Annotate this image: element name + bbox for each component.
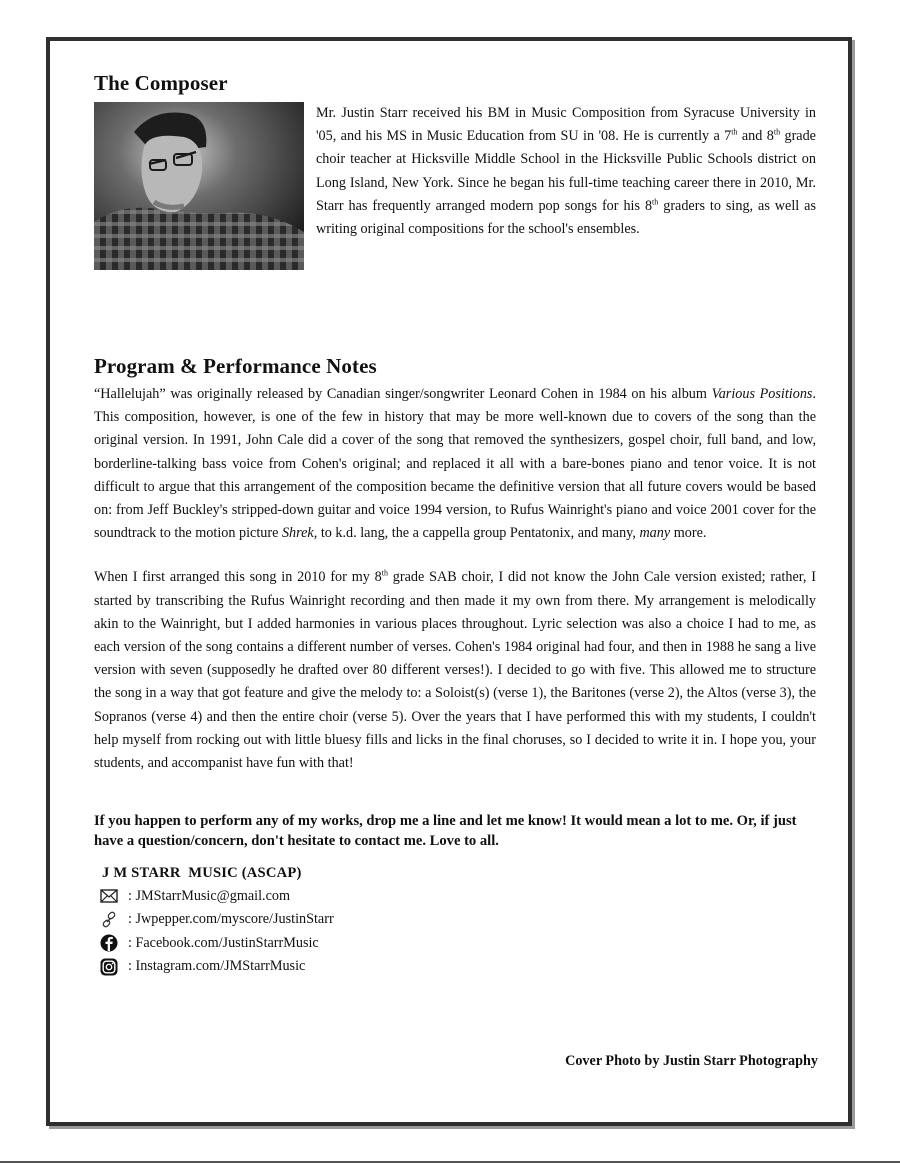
composer-photo (94, 102, 304, 270)
contact-email-text[interactable]: : JMStarrMusic@gmail.com (128, 887, 291, 904)
page-frame (46, 37, 852, 1126)
contact-title: J M STARR MUSIC (ASCAP) (102, 865, 302, 882)
contact-block (102, 865, 816, 978)
notes-heading: Program & Performance Notes (94, 354, 377, 378)
contact-website[interactable] (98, 908, 816, 932)
instagram-icon (98, 957, 120, 977)
envelope-icon (98, 886, 120, 906)
contact-email[interactable] (98, 884, 816, 908)
contact-instagram-text[interactable]: : Instagram.com/JMStarrMusic (128, 958, 306, 974)
composer-photo-illustration (94, 102, 304, 270)
closing-message: If you happen to perform any of my works, drop me a line and let me know! It would mean a lot to me. Or, if just have a question/concern, don't hesitate to contact me. Love to all. (94, 813, 797, 850)
composer-section (94, 102, 816, 274)
composer-heading: The Composer (94, 71, 228, 95)
facebook-icon (98, 933, 120, 953)
page-content (94, 71, 816, 978)
notes-paragraph-1: “Hallelujah” was originally released by Canadian singer/songwriter Leonard Cohen in 1984 on his album Various Positions. This composition, however, is one of the few in history that may be more well-known due to covers of the song than the original version. In 1991, John Cale did a cover of the song that removed the synthesizers, gospel choir, full band, and low, borderline-talking bass voice from Cohen's original; and replaced it all with a bare-bones piano and tenor voice. It is not difficult to argue that this arrangement of the composition became the definitive version that all future covers would be based on: from Jeff Buckley's stripped-down guitar and voice 1994 version, to Rufus Wainright's piano and voice 2001 cover for the soundtrack to the motion picture Shrek, to k.d. lang, the a cappella group Pentatonix, and many, many more. (94, 386, 816, 542)
composer-bio: Mr. Justin Starr received his BM in Music Composition from Syracuse University in '05, and his MS in Music Education from SU in '08. He is currently a 7th and 8th grade choir teacher at Hicksville Middle School in the Hicksville Public Schools district on Long Island, New York. Since he began his full-time teaching career there in 2010, Mr. Starr has frequently arranged modern pop songs for his 8th graders to sing, as well as writing original compositions for the school's ensembles. (316, 105, 816, 238)
contact-instagram[interactable] (98, 955, 816, 979)
contact-facebook[interactable] (98, 931, 816, 955)
photo-credit: Cover Photo by Justin Starr Photography (565, 1053, 818, 1069)
contact-facebook-text[interactable]: : Facebook.com/JustinStarrMusic (128, 934, 319, 951)
notes-paragraph-2: When I first arranged this song in 2010 for my 8th grade SAB choir, I did not know the John Cale version existed; rather, I started by transcribing the Rufus Wainright recording and then made it my own from there. My arrangement is melodically akin to the Wainright, but I added harmonies in various places throughout. Lyric selection was also a choice I had to me, as each version of the song contains a different number of verses. Cohen's 1984 original had four, and then in 1988 he sang a live version with seven (supposedly he drafted over 80 different verses!). I decided to go with five. This allowed me to structure the song in a way that got feature and give the melody to: a Soloist(s) (verse 1), the Baritones (verse 2), the Altos (verse 3), the Sopranos (verse 4) and then the entire choir (verse 5). Over the years that I have performed this with my students, I couldn't help myself from rocking out with little bluesy fills and licks in the final choruses, so I decided to write it in. I hope you, your students, and accompanist have fun with that! (94, 568, 816, 772)
link-icon (98, 910, 120, 930)
contact-website-text[interactable]: : Jwpepper.com/myscore/JustinStarr (128, 911, 334, 927)
bottom-divider (0, 1161, 900, 1163)
